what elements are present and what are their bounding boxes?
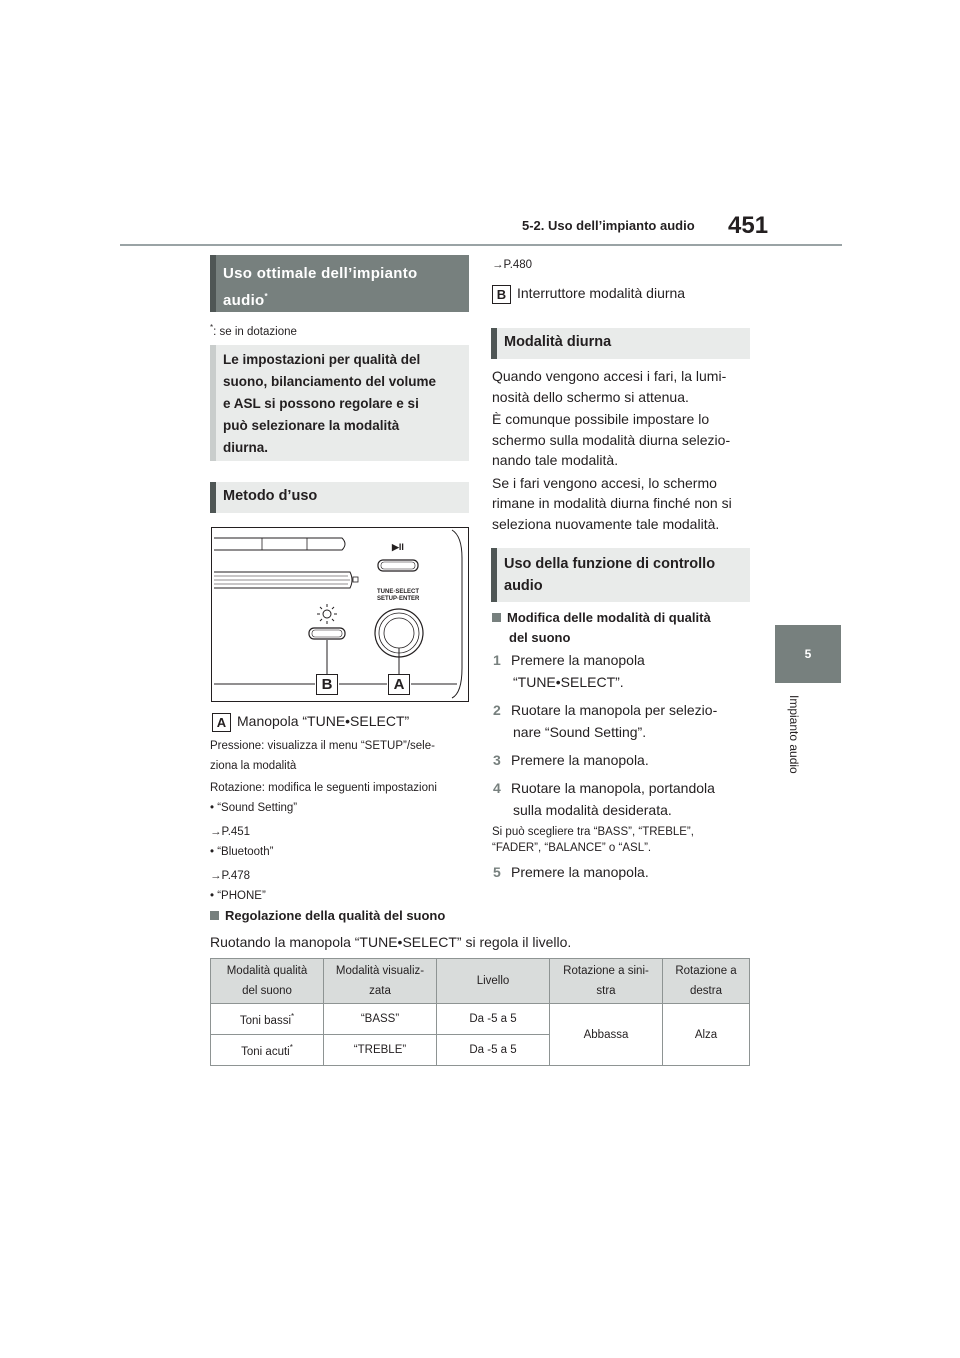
play-pause-icon: ▶II bbox=[392, 542, 404, 552]
table-header: Rotazione a sini- stra bbox=[550, 959, 663, 1004]
item-a bbox=[212, 711, 409, 732]
subhead-quality-modes bbox=[492, 608, 711, 648]
step-text: Premere la manopola bbox=[511, 652, 645, 668]
chapter-label-text: Impianto audio bbox=[787, 695, 801, 774]
day-mode-text bbox=[492, 366, 754, 534]
step-item bbox=[493, 699, 755, 743]
page-reference: →P.451 bbox=[210, 826, 251, 838]
audio-panel-figure bbox=[211, 527, 469, 702]
table-cell: “BASS” bbox=[324, 1004, 437, 1035]
step-number: 5 bbox=[493, 864, 501, 880]
step-text: Ruotare la manopola, portandola bbox=[511, 780, 715, 796]
step-number: 2 bbox=[493, 702, 501, 718]
step-text: sulla modalità desiderata. bbox=[513, 802, 672, 818]
subhead-regulation-text: Regolazione della qualità del suono bbox=[225, 908, 446, 923]
square-bullet-icon bbox=[210, 911, 219, 920]
table-cell: Toni acuti* bbox=[211, 1035, 324, 1066]
subhead-line: del suono bbox=[509, 630, 571, 645]
table-cell: Da -5 a 5 bbox=[437, 1004, 550, 1035]
para-line: nando tale modalità. bbox=[492, 452, 619, 468]
footnote-text: : se in dotazione bbox=[213, 325, 297, 338]
step-text: Premere la manopola. bbox=[511, 864, 649, 880]
square-bullet-icon bbox=[492, 613, 501, 622]
table-header-row bbox=[211, 959, 750, 1004]
section-title: 5-2. Uso dell’impianto audio bbox=[522, 218, 695, 233]
para-line: È comunque possibile impostare lo bbox=[492, 411, 710, 427]
heading-day-mode bbox=[491, 328, 750, 359]
step-item bbox=[493, 649, 755, 693]
table-header: Livello bbox=[437, 959, 550, 1004]
item-b bbox=[492, 283, 685, 304]
intro-line: può selezionare la modalità bbox=[223, 418, 400, 433]
chapter-tab: 5 bbox=[775, 625, 841, 683]
table-header: Rotazione a destra bbox=[663, 959, 750, 1004]
footnote-star: * bbox=[210, 323, 214, 332]
subhead-regulation bbox=[210, 908, 445, 923]
step-number: 4 bbox=[493, 780, 501, 796]
table-header: Modalità qualità del suono bbox=[211, 959, 324, 1004]
footnote bbox=[210, 323, 297, 338]
table-header: Modalità visualiz- zata bbox=[324, 959, 437, 1004]
subhead-line: Modifica delle modalità di qualità bbox=[507, 610, 711, 625]
step-text: “TUNE•SELECT”. bbox=[513, 674, 624, 690]
item-a-label: A bbox=[212, 713, 231, 732]
item-a-text: Manopola “TUNE•SELECT” bbox=[237, 713, 410, 729]
para-line: rimane in modalità diurna finché non si bbox=[492, 495, 732, 511]
intro-line: Le impostazioni per qualità del bbox=[223, 352, 421, 367]
intro-line: e ASL si possono regolare e si bbox=[223, 396, 419, 411]
intro-line: suono, bilanciamento del volume bbox=[223, 374, 437, 389]
sound-quality-table bbox=[210, 958, 750, 1066]
heading-day-mode-text: Modalità diurna bbox=[504, 334, 612, 350]
bullet-item: • “PHONE” bbox=[210, 890, 266, 902]
item-b-text: Interruttore modalità diurna bbox=[517, 285, 686, 301]
steps-list bbox=[493, 649, 755, 821]
intro-line: diurna. bbox=[223, 440, 269, 455]
knob-label-1: TUNE·SELECT bbox=[377, 589, 419, 595]
para-line: schermo sulla modalità diurna selezio- bbox=[492, 431, 731, 448]
table-row bbox=[211, 1004, 750, 1035]
page-number: 451 bbox=[728, 212, 769, 239]
step-number: 1 bbox=[493, 652, 501, 668]
heading-method bbox=[210, 482, 469, 513]
para-line: Se i fari vengono accesi, lo schermo bbox=[492, 474, 717, 491]
header-divider bbox=[120, 244, 842, 246]
heading-optimal-use-line2: audio bbox=[223, 292, 265, 309]
step-text: Premere la manopola. bbox=[511, 752, 649, 768]
item-b-label: B bbox=[492, 285, 511, 304]
heading-star: * bbox=[264, 292, 268, 301]
para-line: seleziona nuovamente tale modalità. bbox=[492, 515, 720, 532]
press-line: ziona la modalità bbox=[210, 760, 297, 772]
table-cell: Abbassa bbox=[550, 1004, 663, 1066]
para-line: nosità dello schermo si attenua. bbox=[492, 388, 689, 405]
audio-panel-illustration bbox=[212, 528, 468, 701]
step-item bbox=[493, 777, 755, 821]
step-text: nare “Sound Setting”. bbox=[513, 724, 647, 740]
table-cell: “TREBLE” bbox=[324, 1035, 437, 1066]
step-text: Ruotare la manopola per selezio- bbox=[511, 702, 718, 718]
press-line: Pressione: visualizza il menu “SETUP”/sele- bbox=[210, 740, 435, 752]
bullet-item: • “Bluetooth” bbox=[210, 846, 274, 858]
step-number: 3 bbox=[493, 752, 501, 768]
callout-b: B bbox=[316, 674, 338, 695]
page-reference: →P.478 bbox=[210, 870, 251, 882]
modes-note bbox=[492, 824, 694, 856]
page-reference-top: →P.480 bbox=[492, 259, 533, 271]
table-cell: Da -5 a 5 bbox=[437, 1035, 550, 1066]
heading-audio-control-line1: Uso della funzione di controllo bbox=[504, 556, 716, 572]
heading-optimal-use bbox=[210, 255, 469, 312]
table-cell: Toni bassi* bbox=[211, 1004, 324, 1035]
press-description bbox=[210, 736, 472, 906]
heading-audio-control-line2: audio bbox=[504, 578, 543, 594]
step-item bbox=[493, 862, 649, 883]
step-item bbox=[493, 749, 755, 771]
rotate-line: Rotazione: modifica le seguenti impostazioni bbox=[210, 782, 437, 794]
regulation-text: Ruotando la manopola “TUNE•SELECT” si regola il livello. bbox=[210, 934, 572, 950]
note-line: Si può scegliere tra “BASS”, “TREBLE”, bbox=[492, 826, 694, 838]
table-cell: Alza bbox=[663, 1004, 750, 1066]
callout-a: A bbox=[388, 674, 410, 695]
heading-optimal-use-line1: Uso ottimale dell’impianto bbox=[223, 265, 418, 282]
note-line: “FADER”, “BALANCE” o “ASL”. bbox=[492, 842, 652, 854]
para-line: Quando vengono accesi i fari, la lumi- bbox=[492, 368, 727, 384]
intro-box bbox=[210, 345, 469, 461]
heading-audio-control bbox=[491, 548, 750, 602]
chapter-label bbox=[785, 695, 805, 785]
knob-label-2: SETUP·ENTER bbox=[377, 596, 420, 602]
heading-method-text: Metodo d’uso bbox=[223, 488, 318, 504]
bullet-item: • “Sound Setting” bbox=[210, 802, 298, 814]
